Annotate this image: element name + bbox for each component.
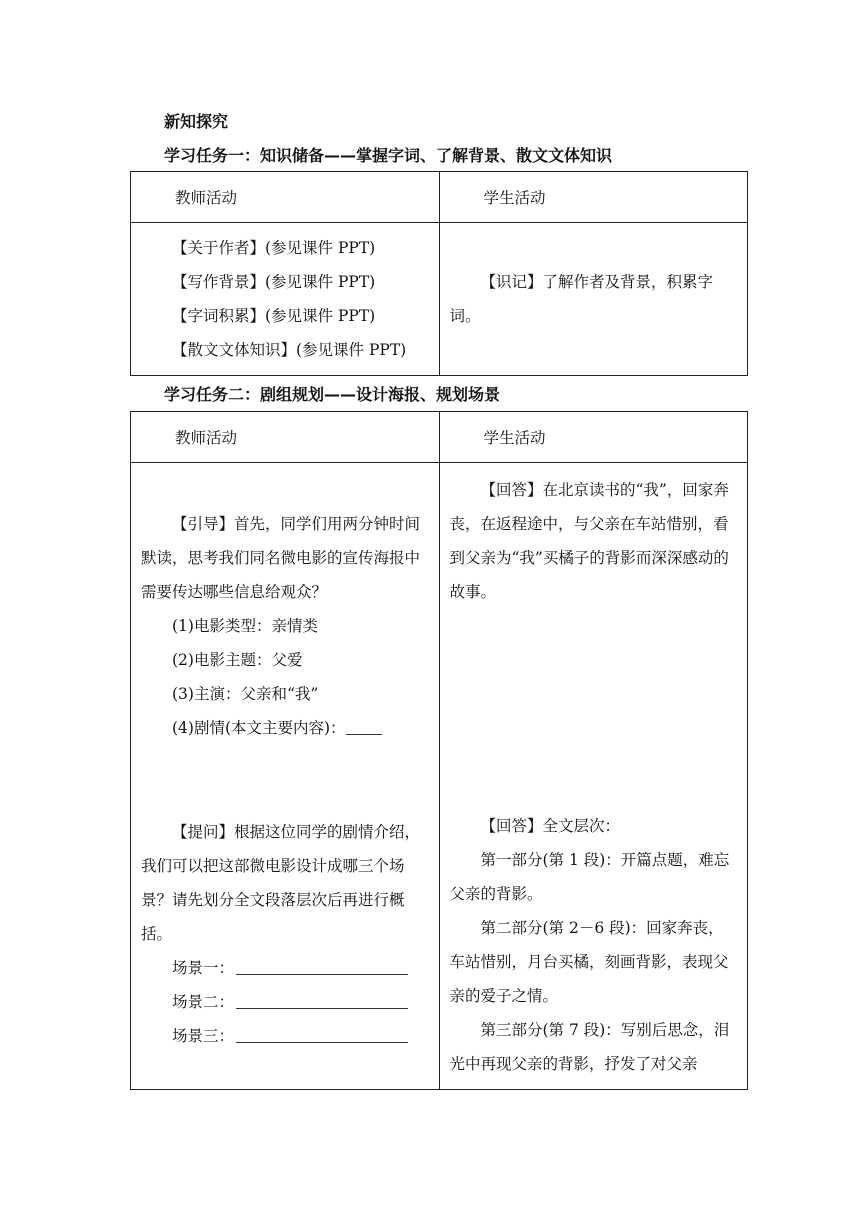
task1-student-cell [439, 223, 748, 376]
task2-student-header: 学生活动 [483, 429, 546, 447]
task2-body-row [131, 463, 748, 1090]
scene-label: 场景二： [172, 993, 235, 1011]
task2-teacher-guide: 【引导】首先，同学们用两分钟时间默读，思考我们同名微电影的宣传海报中需要传达哪些信息给观众？ [141, 515, 421, 601]
task2-teacher-question: 【提问】根据这位同学的剧情介绍，我们可以把这部微电影设计成哪三个场景？请先划分全文段落层次后再进行概括。 [141, 823, 421, 943]
task1-teacher-header-cell [131, 172, 440, 223]
scene-line-3 [131, 1019, 439, 1053]
task1-teacher-item: 【写作背景】(参见课件 PPT) [172, 273, 376, 291]
task1-body-row [131, 223, 748, 376]
scene-label: 场景三： [172, 1027, 235, 1045]
scene-line-1 [131, 951, 439, 985]
task1-title: 学习任务一：知识储备——掌握字词、了解背景、散文文体知识 [164, 146, 613, 165]
task2-header-row [131, 412, 748, 463]
task2-student-answer: 【回答】在北京读书的“我”，回家奔丧，在返程途中，与父亲在车站惜别，看到父亲为“我”买橘子的背影而深深感动的故事。 [449, 481, 729, 601]
task2-student-header-cell [439, 412, 748, 463]
scene-label: 场景一： [172, 959, 235, 977]
scene-blank[interactable] [236, 956, 408, 975]
task1-teacher-item: 【字词积累】(参见课件 PPT) [172, 307, 376, 325]
task2-teacher-header-cell [131, 412, 440, 463]
task2-student-answer-intro: 【回答】全文层次： [480, 817, 621, 835]
task2-teacher-cell [131, 463, 440, 1090]
plot-blank[interactable] [346, 716, 382, 735]
task1-teacher-item: 【关于作者】(参见课件 PPT) [172, 239, 376, 257]
task1-teacher-item: 【散文文体知识】(参见课件 PPT) [172, 341, 407, 359]
scene-line-2 [131, 985, 439, 1019]
task1-table [130, 171, 748, 376]
scene-blank[interactable] [236, 1024, 408, 1043]
section-title: 新知探究 [164, 112, 229, 131]
task2-plot-line [131, 711, 439, 745]
task1-teacher-cell [131, 223, 440, 376]
task2-table [130, 411, 748, 1090]
task2-teacher-list-item: (2)电影主题：父爱 [172, 651, 303, 669]
task1-teacher-header: 教师活动 [175, 189, 238, 207]
task2-student-cell [439, 463, 748, 1090]
task2-title: 学习任务二：剧组规划——设计海报、规划场景 [164, 385, 501, 404]
task2-plot-label: (4)剧情(本文主要内容)： [172, 719, 346, 737]
task1-student-header: 学生活动 [483, 189, 546, 207]
task2-teacher-list-item: (1)电影类型：亲情类 [172, 617, 318, 635]
task2-student-part: 第三部分(第 7 段)：写别后思念，泪光中再现父亲的背影，抒发了对父亲 [449, 1021, 730, 1073]
task2-student-part: 第一部分(第 1 段)：开篇点题，难忘父亲的背影。 [449, 851, 730, 903]
task2-teacher-header: 教师活动 [175, 429, 238, 447]
task1-student-header-cell [439, 172, 748, 223]
scene-blank[interactable] [236, 990, 408, 1009]
task2-teacher-list-item: (3)主演：父亲和“我” [172, 685, 319, 703]
task2-student-part: 第二部分(第 2－6 段)：回家奔丧，车站惜别，月台买橘，刻画背影，表现父亲的爱子之情。 [449, 919, 729, 1005]
task1-student-text: 【识记】了解作者及背景，积累字词。 [449, 273, 714, 325]
task1-header-row [131, 172, 748, 223]
